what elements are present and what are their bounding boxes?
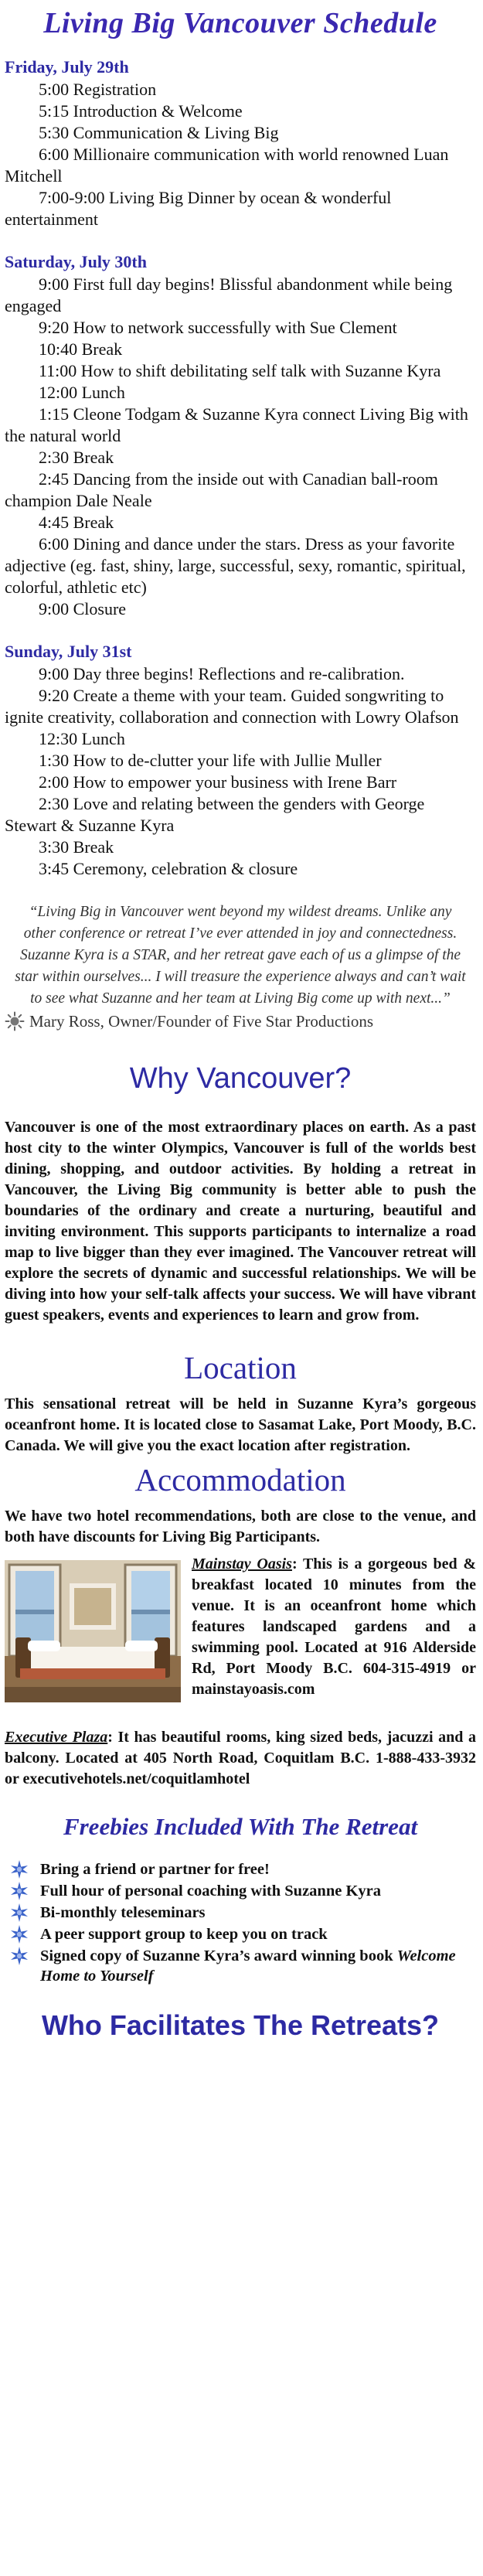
schedule-item: 3:45 Ceremony, celebration & closure: [39, 859, 298, 878]
hotel-details: : It has beautiful rooms, king sized beds, jacuzzi and a balcony. Located at 405 North Road, Coquitlam B.C. 1-888-433-3932 or executivehotels.net/coquitlamhotel: [5, 1729, 477, 1787]
freebie-item: [9, 1881, 476, 1901]
schedule-item: 9:00 Closure: [39, 599, 127, 618]
schedule-item: 10:40 Break: [39, 339, 123, 359]
star-bullet-icon: [9, 1946, 29, 1966]
schedule-item: 11:00 How to shift debilitating self talk with Suzanne Kyra: [39, 361, 441, 380]
schedule-item: 9:20 Create a theme with your team. Guided songwriting to ignite creativity, collaboration and connection with Lowry Olafson: [5, 686, 459, 727]
schedule-item: 6:00 Millionaire communication with world renowned Luan Mitchell: [5, 145, 449, 186]
hotel-details: : This is a gorgeous bed & breakfast located 10 minutes from the venue. It is an oceanfront home which features landscaped gardens and a swimming pool. Located at 916 Alderside Rd, Port Moody B.C. 604-315-4919 or mainstayoasis.com: [192, 1555, 476, 1698]
schedule-day-sunday: [5, 642, 476, 880]
accommodation-heading: Accommodation: [134, 1462, 346, 1498]
freebie-item: [9, 1903, 476, 1923]
schedule-item: 9:00 Day three begins! Reflections and re-calibration.: [39, 664, 405, 683]
location-heading: Location: [184, 1350, 297, 1385]
freebie-text-prefix: Signed copy of Suzanne Kyra’s award winning book: [40, 1947, 397, 1964]
schedule-item: 1:15 Cleone Todgam & Suzanne Kyra connect Living Big with the natural world: [5, 404, 468, 445]
day-heading: Friday, July 29th: [5, 57, 129, 77]
schedule-item: 2:30 Love and relating between the genders with George Stewart & Suzanne Kyra: [5, 794, 425, 835]
freebie-text: Full hour of personal coaching with Suzanne Kyra: [40, 1883, 381, 1900]
day-heading: Saturday, July 30th: [5, 252, 147, 271]
schedule-item: 5:30 Communication & Living Big: [39, 123, 279, 142]
freebie-item: [9, 1859, 476, 1879]
accommodation-intro: We have two hotel recommendations, both are close to the venue, and both have discounts for Living Big Participants.: [5, 1508, 476, 1545]
freebies-heading: Freebies Included With The Retreat: [63, 1813, 418, 1840]
schedule-item: 5:15 Introduction & Welcome: [39, 101, 243, 121]
location-text: This sensational retreat will be held in Suzanne Kyra’s gorgeous oceanfront home. It is located close to Sasamat Lake, Port Moody, B.C. Canada. We will give you the exact location after registration.: [5, 1395, 476, 1454]
freebies-list: [5, 1859, 476, 1986]
star-bullet-icon: [9, 1881, 29, 1901]
page-title: Living Big Vancouver Schedule: [43, 7, 437, 39]
schedule-item: 1:30 How to de-clutter your life with Jullie Muller: [39, 751, 382, 770]
testimonial-quote: “Living Big in Vancouver went beyond my wildest dreams. Unlike any other conference or retreat I’ve ever attended in joy and connectedness. Suzanne Kyra is a STAR, and her retreat gave each of us a glimpse of the star within ourselves... I will treasure the experience always and can’t wait to see what Suzanne and her team at Living Big come up with next...”: [15, 904, 466, 1007]
freebie-text: Bi-monthly teleseminars: [40, 1904, 206, 1921]
star-bullet-icon: [9, 1859, 29, 1879]
freebie-text: A peer support group to keep you on track: [40, 1926, 328, 1943]
hotel-name: Mainstay Oasis: [192, 1555, 292, 1573]
hotel-executive-plaza: [5, 1727, 476, 1790]
schedule-item: 12:00 Lunch: [39, 383, 125, 402]
why-vancouver-text: Vancouver is one of the most extraordinary places on earth. As a past host city to the winter Olympics, Vancouver is full of the worlds best dining, shopping, and outdoor activities. By holding a retreat in Vancouver, the Living Big community is better able to push the boundaries of the ordinary and create a nurturing, beautiful and inviting environment. This supports participants to internalize a road map to live bigger than they ever imagined. The Vancouver retreat will explore the secrets of dynamic and successful relationships. We will be diving into how your self-talk affects your success. We will have vibrant guest speakers, events and experiences to learn and grow from.: [5, 1119, 476, 1324]
schedule-item: 2:30 Break: [39, 448, 114, 467]
testimonial-author: Mary Ross, Owner/Founder of Five Star Productions: [29, 1011, 374, 1031]
schedule-item: 12:30 Lunch: [39, 729, 125, 748]
freebie-item: [9, 1924, 476, 1944]
sun-icon: [5, 1011, 25, 1031]
schedule-item: 5:00 Registration: [39, 80, 157, 99]
testimonial-attribution: [5, 1011, 476, 1031]
facilitators-heading: Who Facilitates The Retreats?: [41, 2009, 440, 2041]
day-heading: Sunday, July 31st: [5, 642, 132, 661]
freebie-text: Bring a friend or partner for free!: [40, 1861, 270, 1878]
schedule-item: 2:00 How to empower your business with Irene Barr: [39, 772, 397, 792]
schedule-day-friday: [5, 57, 476, 230]
schedule-item: 6:00 Dining and dance under the stars. Dress as your favorite adjective (eg. fast, shiny, large, successful, sexy, romantic, spiritual, colorful, athletic etc): [5, 534, 466, 597]
schedule-item: 7:00-9:00 Living Big Dinner by ocean & wonderful entertainment: [5, 188, 392, 229]
freebie-text: [40, 1946, 476, 1986]
star-bullet-icon: [9, 1903, 29, 1923]
hotel-name: Executive Plaza: [5, 1729, 108, 1746]
hotel-room-photo: [5, 1560, 181, 1702]
schedule-item: 4:45 Break: [39, 513, 114, 532]
schedule-day-saturday: [5, 252, 476, 620]
schedule-item: 3:30 Break: [39, 837, 114, 857]
star-bullet-icon: [9, 1924, 29, 1944]
book-title: Welcome Home to Yourself: [40, 1947, 456, 1985]
hotel-mainstay-oasis: [5, 1554, 476, 1707]
schedule-item: 9:00 First full day begins! Blissful abandonment while being engaged: [5, 274, 453, 315]
schedule-item: 9:20 How to network successfully with Sue Clement: [39, 318, 397, 337]
freebie-item: [9, 1946, 476, 1986]
why-vancouver-heading: Why Vancouver?: [129, 1062, 352, 1095]
schedule-item: 2:45 Dancing from the inside out with Canadian ball-room champion Dale Neale: [5, 469, 438, 510]
